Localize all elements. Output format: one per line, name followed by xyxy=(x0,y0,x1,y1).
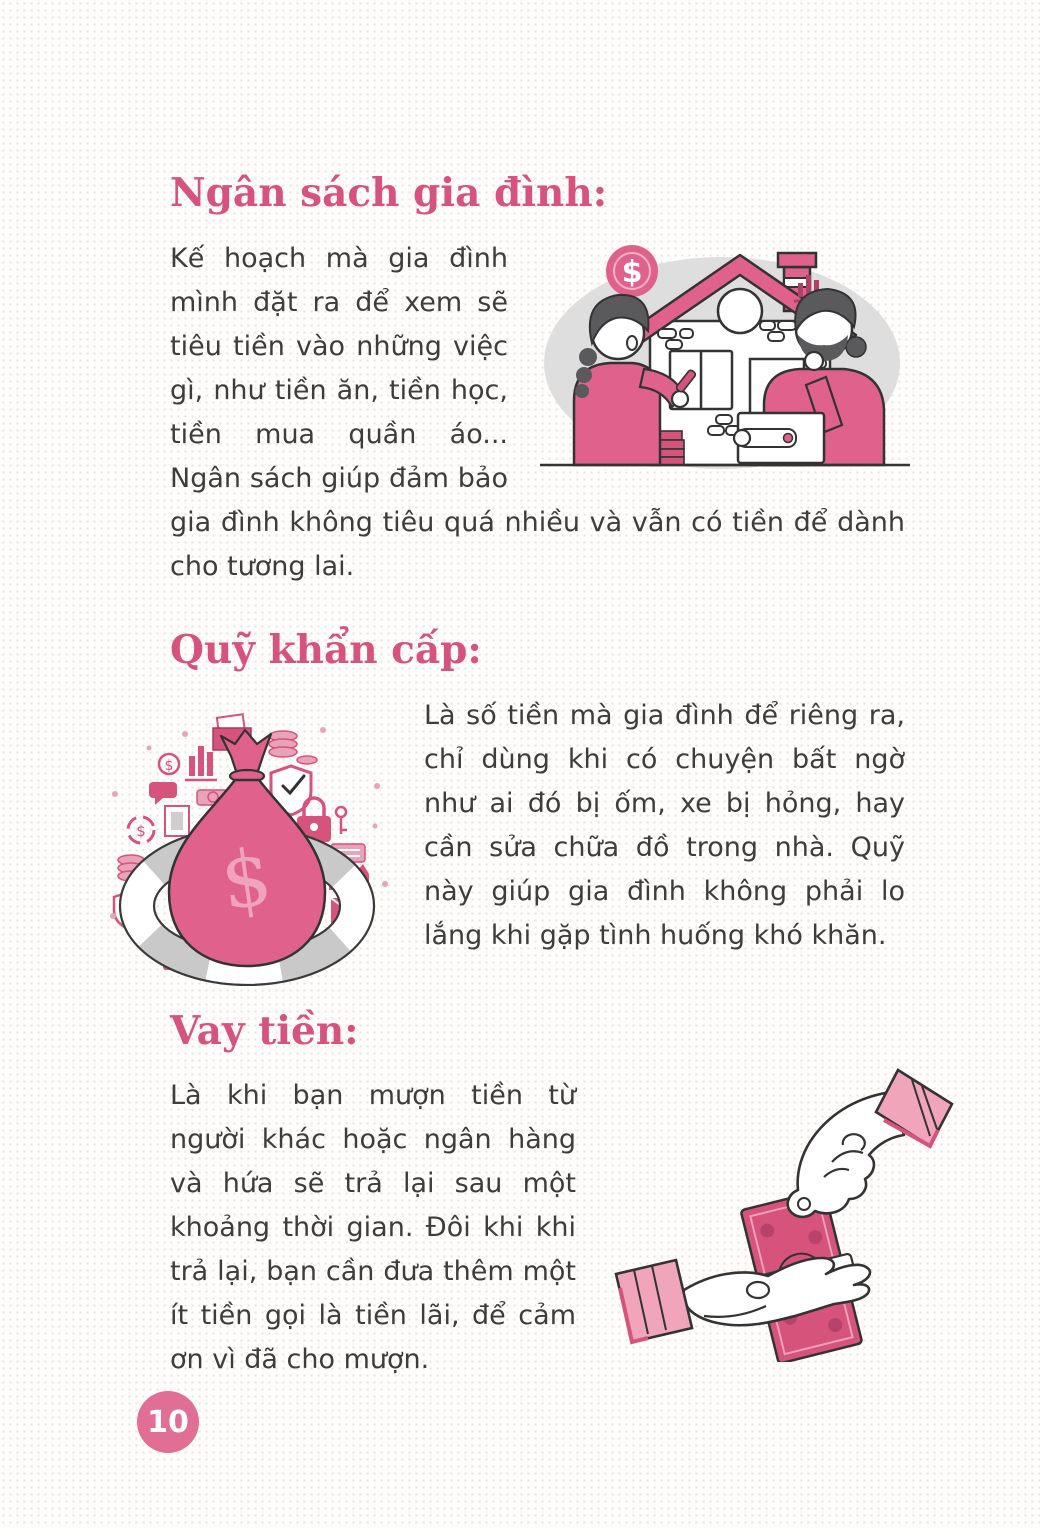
giving-hand xyxy=(788,1070,952,1217)
refresh-dollar-icon xyxy=(128,817,154,843)
dollar-circle-icon-left xyxy=(159,754,179,774)
sleeve-cuff-bottom xyxy=(616,1260,692,1342)
money-bag-lifebuoy-illustration xyxy=(85,694,410,986)
dollar-coin-icon xyxy=(606,245,658,297)
key-icon-right xyxy=(336,807,347,834)
section-family-budget xyxy=(170,170,905,589)
section-emergency-fund xyxy=(136,626,905,994)
page-number-badge xyxy=(137,1391,199,1453)
hands-money-svg xyxy=(600,1040,960,1362)
svg-text:$: $ xyxy=(164,757,174,774)
section-borrowing xyxy=(170,1008,905,1383)
section-body-family-budget xyxy=(170,237,905,589)
house-illustration-svg xyxy=(532,233,917,483)
section-paragraph-family-budget: Kế hoạch mà gia đình mình đặt ra để xem sẽ tiêu tiền vào những việc gì, như tiền ăn, tiền học, tiền mua quần áo... Ngân sách giúp đảm bảo gia đình không tiêu quá nhiều và vẫn có tiền để dành cho tương lai. xyxy=(170,242,905,582)
documents-icon xyxy=(165,806,189,836)
couple-house-budget-illustration xyxy=(532,233,917,483)
section-title-borrowing: Vay tiền: xyxy=(170,1007,359,1054)
svg-text:$: $ xyxy=(136,821,146,840)
section-title-family-budget: Ngân sách gia đình: xyxy=(170,170,608,216)
bar-chart-icon-left xyxy=(185,746,217,780)
section-title-emergency-fund: Quỹ khẩn cấp: xyxy=(170,626,482,673)
round-window xyxy=(718,289,762,333)
hand-giving-money-illustration xyxy=(600,1040,960,1362)
section-body-emergency-fund xyxy=(136,694,905,958)
coin-stack-icon-top xyxy=(269,731,317,764)
chat-bubble-icon xyxy=(149,782,177,805)
section-body-borrowing xyxy=(170,1074,905,1382)
svg-text:$: $ xyxy=(621,254,643,290)
svg-text:$: $ xyxy=(215,831,278,928)
money-bag-svg xyxy=(85,694,410,986)
section-paragraph-emergency-fund: Là số tiền mà gia đình để riêng ra, chỉ dùng khi có chuyện bất ngờ như ai đó bị ốm, xe bị hỏng, hay cần sửa chữa đồ trong nhà. Quỹ này giúp gia đình không phải lo lắng khi gặp tình huống khó khăn. xyxy=(424,699,905,951)
section-paragraph-borrowing: Là khi bạn mượn tiền từ người khác hoặc ngân hàng và hứa sẽ trả lại sau một khoảng thời gian. Đôi khi khi trả lại, bạn cần đưa thêm một ít tiền gọi là tiền lãi, để cảm ơn vì đã cho mượn. xyxy=(170,1080,576,1376)
page-number: 10 xyxy=(147,1404,189,1440)
